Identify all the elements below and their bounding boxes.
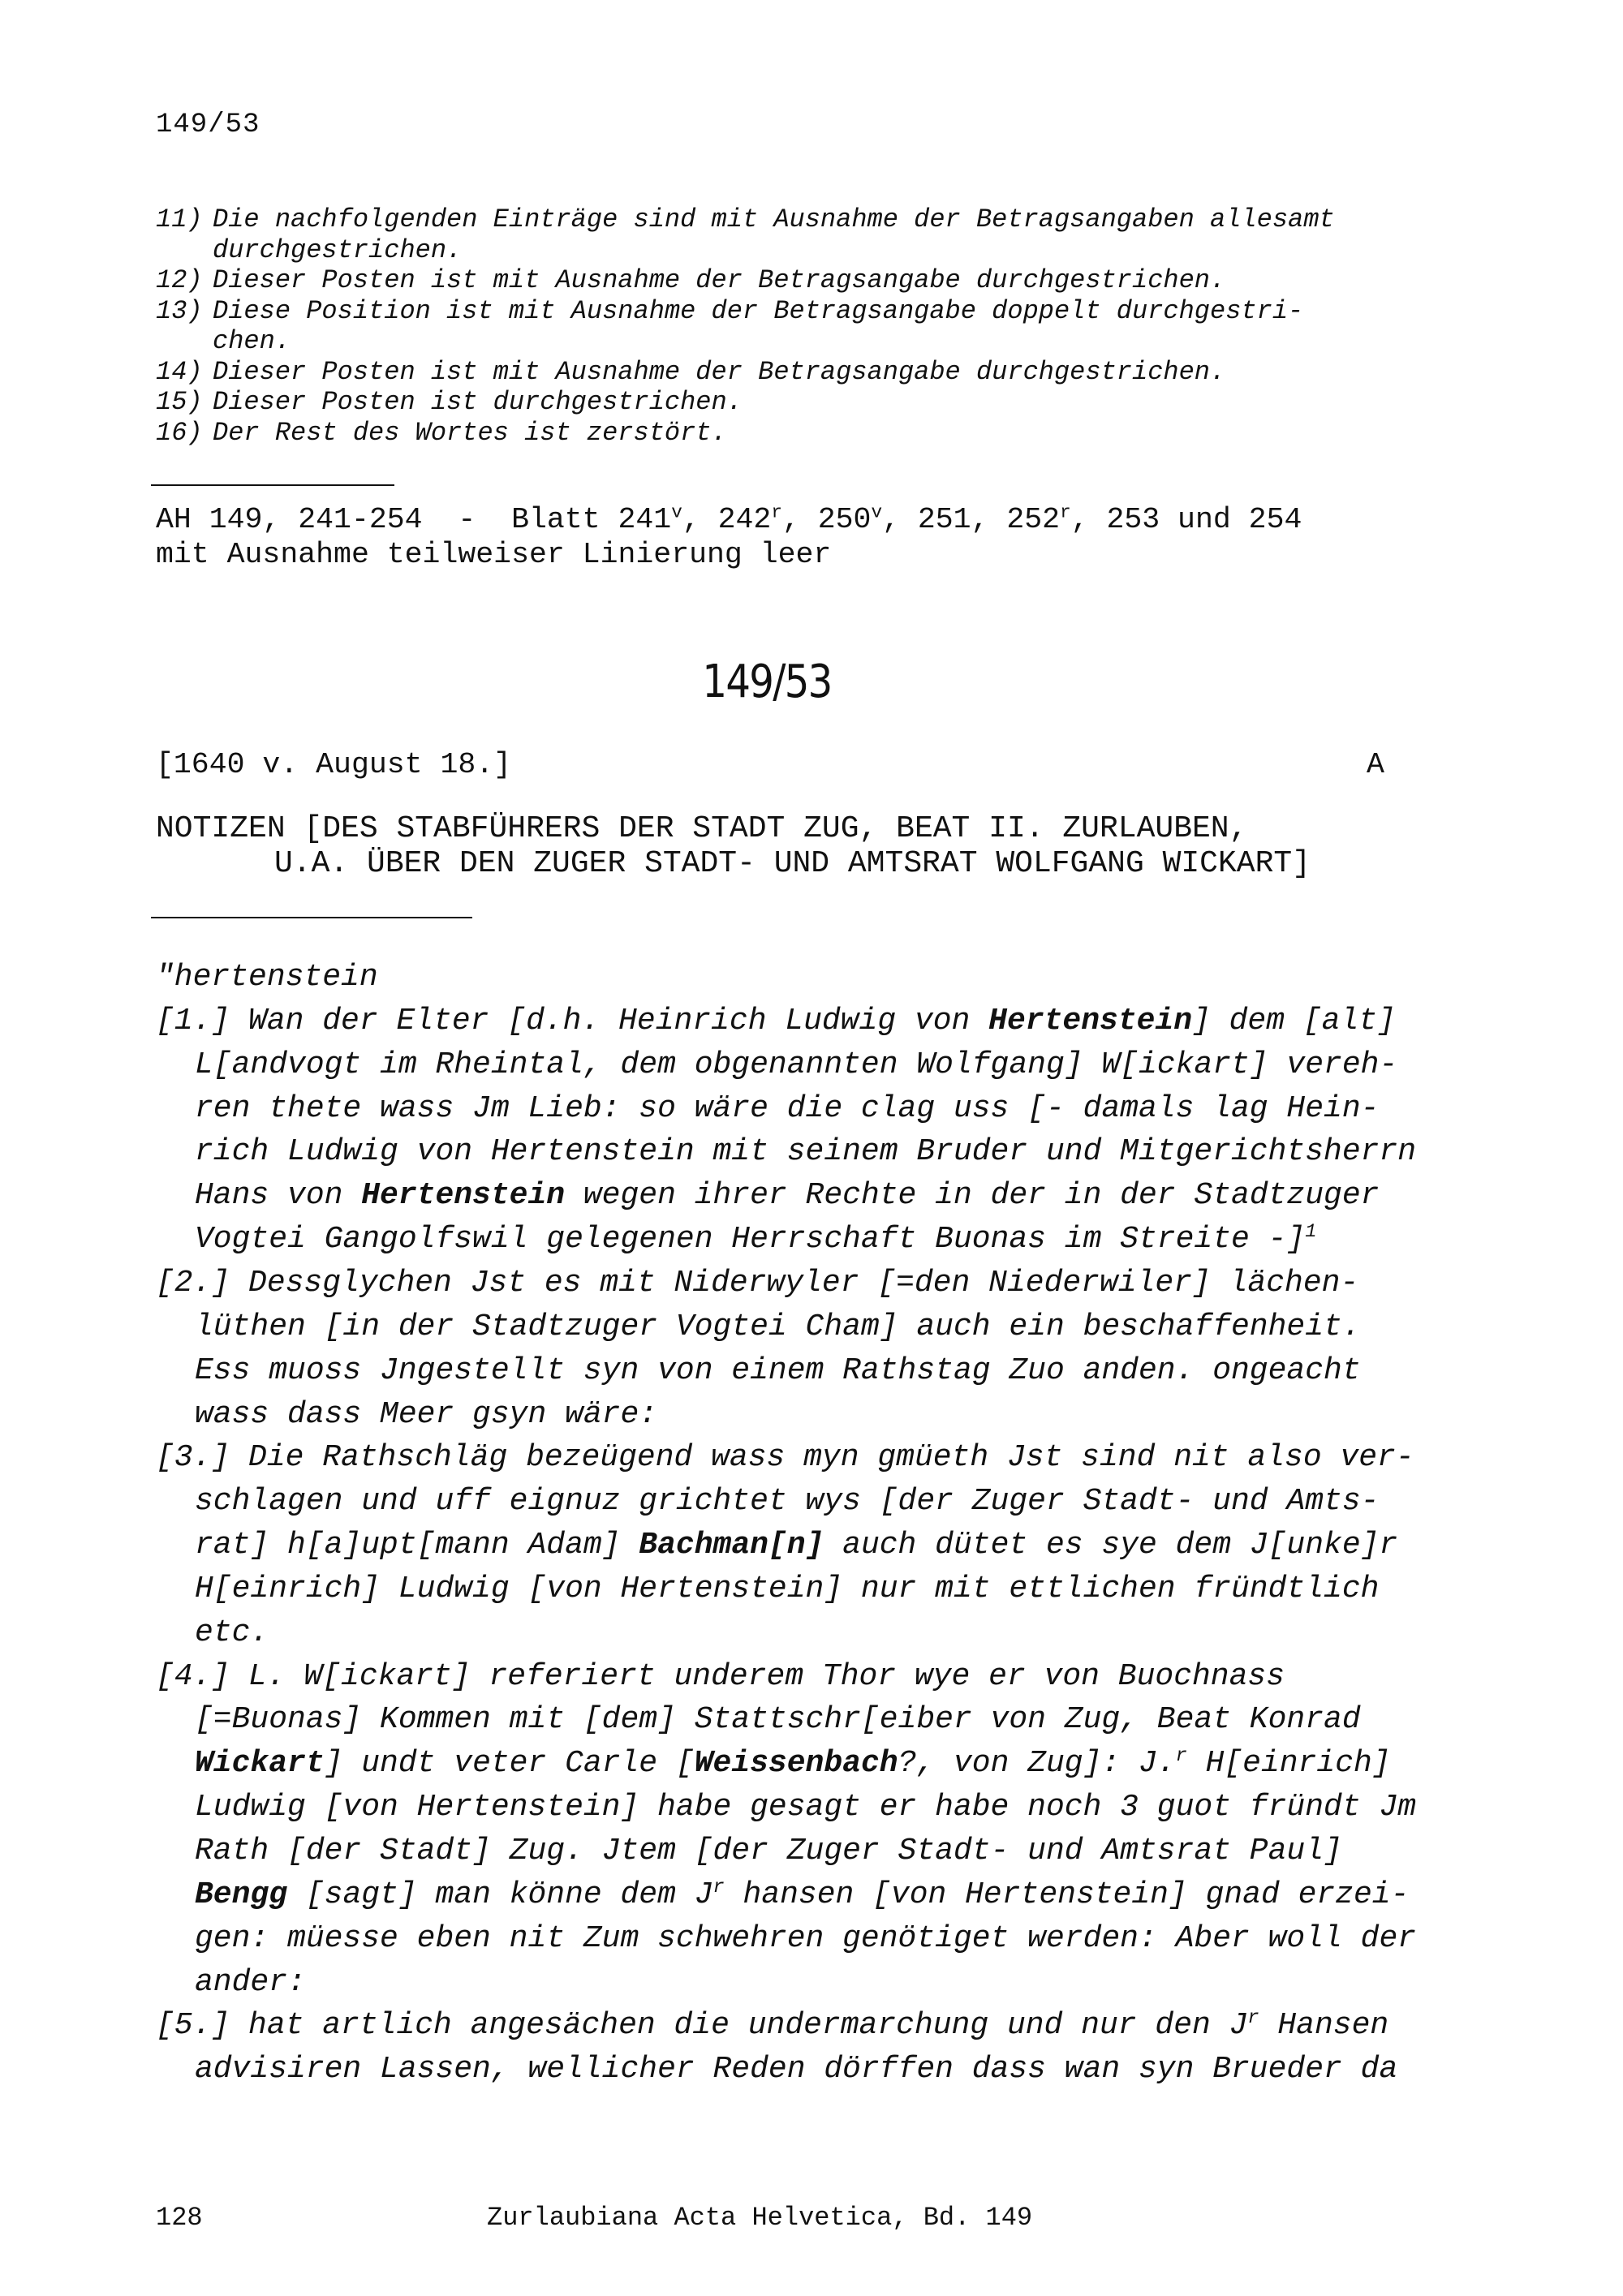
footnote-number: 13): [156, 295, 203, 326]
transcription-line: Ess muoss Jngestellt syn von einem Rathstag Zuo anden. ongeacht: [195, 1352, 1361, 1388]
transcription-line: Ludwig [von Hertenstein] habe gesagt er habe noch 3 guot fründt Jm: [195, 1790, 1417, 1825]
footnote-number: 11): [156, 204, 203, 234]
footnote-number: 14): [156, 356, 203, 387]
transcription-line: "hertenstein: [156, 960, 378, 995]
transcription-line: Rath [der Stadt] Zug. Jtem [der Zuger Stadt- und Amtsrat Paul]: [195, 1834, 1342, 1868]
transcription-line: Hans von Hertenstein wegen ihrer Rechte in der in der Stadtzuger: [195, 1178, 1380, 1214]
transcription-line: wass dass Meer gsyn wäre:: [195, 1396, 658, 1432]
ah-note-line-2: mit Ausnahme teilweiser Linierung leer: [156, 538, 832, 571]
transcription-line: [3.] Die Rathschläg bezeügend wass myn gmüeth Jst sind nit also ver-: [156, 1440, 1414, 1476]
transcription-line: gen: müesse eben nit Zum schwehren genötiget werden: Aber woll der: [195, 1920, 1417, 1956]
document-number: 149/53: [702, 656, 832, 708]
footnote-text: Der Rest des Wortes ist zerstört.: [213, 417, 727, 448]
footnote-text: Dieser Posten ist durchgestrichen.: [213, 387, 743, 417]
transcription-line: advisiren Lassen, wellicher Reden dörffen dass wan syn Brueder da: [195, 2052, 1398, 2087]
footnote-number: 15): [156, 387, 203, 417]
footnote-text: Die nachfolgenden Einträge sind mit Ausnahme der Betragsangaben allesamt: [213, 204, 1335, 234]
running-head: 149/53: [156, 110, 260, 140]
transcription-line: [4.] L. W[ickart] referiert underem Thor wye er von Buochnass: [156, 1658, 1285, 1694]
transcription-line: [1.] Wan der Elter [d.h. Heinrich Ludwig von Hertenstein] dem [alt]: [156, 1003, 1396, 1038]
document-date: [1640 v. August 18.]: [156, 748, 512, 781]
transcription-line: Wickart] undt veter Carle [Weissenbach?, von Zug]: J.$^r$ H[einrich]: [195, 1745, 1391, 1782]
document-heading-line-1: NOTIZEN [DES STABFÜHRERS DER STADT ZUG, BEAT II. ZURLAUBEN,: [156, 811, 1248, 846]
transcription-line: [2.] Dessglychen Jst es mit Niderwyler [=den Niederwiler] lächen-: [156, 1265, 1359, 1301]
transcription-line: rich Ludwig von Hertenstein mit seinem Bruder und Mitgerichtsherrn: [195, 1134, 1417, 1170]
transcription-line: Vogtei Gangolfswil gelegenen Herrschaft Buonas im Streite -]$^1$: [195, 1221, 1317, 1258]
transcription-line: schlagen und uff eignuz grichtet wys [der Zuger Stadt- und Amts-: [195, 1484, 1380, 1520]
footnote-text: Dieser Posten ist mit Ausnahme der Betragsangabe durchgestrichen.: [213, 356, 1226, 387]
transcription-line: ren thete wass Jm Lieb: so wäre die clag uss [- damals lag Hein-: [195, 1090, 1380, 1126]
ah-note-line-1: AH 149, 241-254 - Blatt 241$^v$, 242$^r$, 250$^v$, 251, 252$^r$, 253 und 254: [156, 501, 1302, 536]
transcription-line: [5.] hat artlich angesächen die undermarchung und nur den $J^r$ Hansen: [156, 2007, 1389, 2044]
transcription-line: etc.: [195, 1615, 269, 1650]
transcription-line: H[einrich] Ludwig [von Hertenstein] nur mit ettlichen fründtlich: [195, 1571, 1380, 1606]
footnote-text: durchgestrichen.: [213, 234, 463, 265]
footnote-text: Dieser Posten ist mit Ausnahme der Betragsangabe durchgestrichen.: [213, 265, 1226, 295]
footnote-number: 12): [156, 265, 203, 295]
footnote-number: 16): [156, 417, 203, 448]
transcription-line: L[andvogt im Rheintal, dem obgenannten Wolfgang] W[ickart] vereh-: [195, 1047, 1398, 1082]
footnote-text: Diese Position ist mit Ausnahme der Betragsangabe doppelt durchgestri-: [213, 295, 1304, 326]
transcription-line: lüthen [in der Stadtzuger Vogtei Cham] auch ein beschaffenheit.: [195, 1309, 1361, 1344]
transcription-line: [=Buonas] Kommen mit [dem] Stattschr[eiber von Zug, Beat Konrad: [195, 1702, 1361, 1738]
transcription-line: ander:: [195, 1964, 306, 2000]
document-heading-line-2: U.A. ÜBER DEN ZUGER STADT- UND AMTSRAT WOLFGANG WICKART]: [274, 846, 1311, 881]
footnote-text: chen.: [213, 326, 291, 356]
document-letter: A: [1367, 748, 1384, 781]
footer-title: Zurlaubiana Acta Helvetica, Bd. 149: [487, 2203, 1033, 2233]
footer-page-number: 128: [156, 2203, 203, 2233]
transcription-line: Bengg [sagt] man könne dem $J^r$ hansen [von Hertenstein] gnad erzei-: [195, 1876, 1410, 1912]
footnote-divider: [151, 484, 394, 486]
transcription-line: rat] h[a]upt[mann Adam] Bachman[n] auch dütet es sye dem J[unke]r: [195, 1528, 1398, 1563]
heading-divider: [151, 917, 472, 918]
